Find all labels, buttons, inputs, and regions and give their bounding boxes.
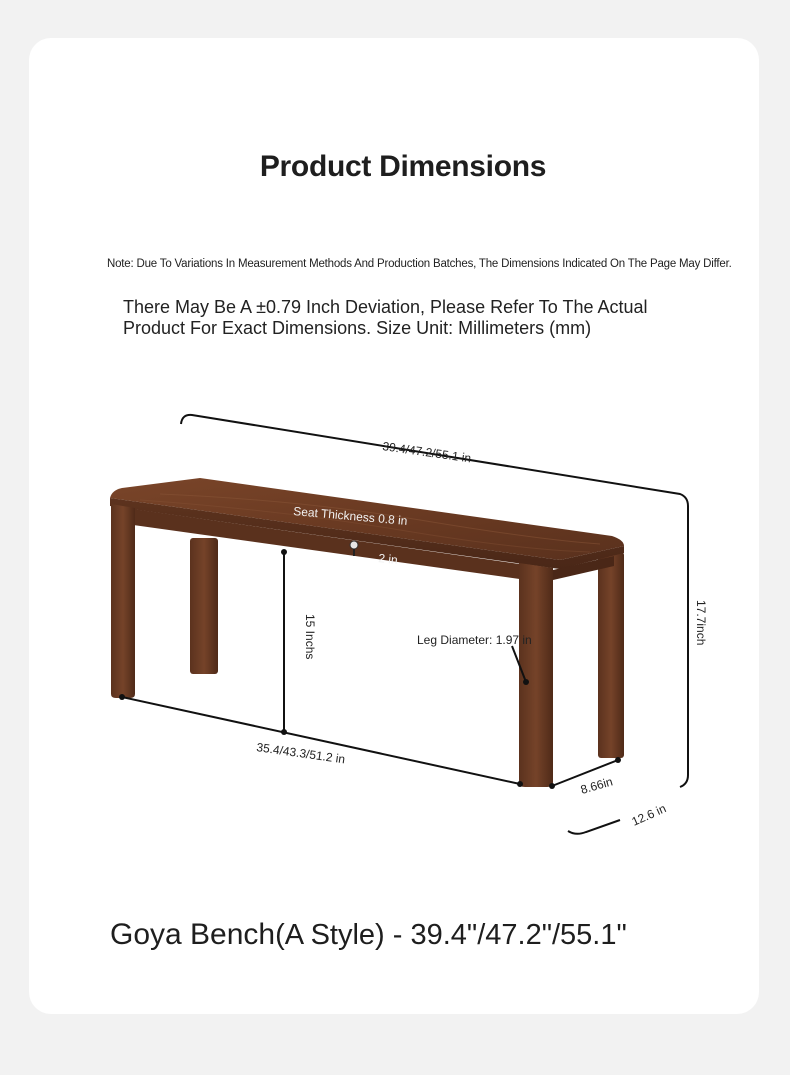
bench-front-left-leg: [111, 504, 135, 698]
dimension-dot: [549, 783, 555, 789]
product-name: Goya Bench: [110, 918, 276, 951]
overall-height-line: [680, 506, 688, 787]
leg-diameter-label: Leg Diameter: 1.97 in: [417, 633, 532, 647]
dimension-dot: [119, 694, 125, 700]
deviation-line-1: There May Be A ±0.79 Inch Deviation, Please Refer To The Actual: [123, 297, 648, 317]
overall-length-label: 39.4/47.2/55.1 in: [381, 439, 473, 466]
overall-depth-line: [568, 820, 620, 834]
deviation-line-2: Product For Exact Dimensions. Size Unit: Millimeters (mm): [123, 318, 592, 338]
overall-height-label: 17.7inch: [694, 600, 708, 646]
leg-height-label: 15 Inchs: [303, 614, 317, 660]
dimension-dot: [615, 757, 621, 763]
dimension-dot: [523, 679, 529, 685]
seat-thickness-marker: [350, 541, 358, 549]
bench-back-left-leg: [190, 538, 218, 674]
measurement-note: Note: Due To Variations In Measurement Methods And Production Batches, The Dimensions Indicated On The Page May Differ.: [107, 258, 732, 270]
product-title: [110, 918, 627, 952]
page-title: Product Dimensions: [259, 150, 547, 183]
inner-length-line: [122, 697, 520, 784]
dimension-dot: [517, 781, 523, 787]
product-style-sizes: (A Style) - 39.4"/47.2"/55.1": [275, 919, 627, 951]
overall-depth-label: 12.6 in: [629, 801, 669, 829]
dimension-dot: [281, 729, 287, 735]
seat-thickness-label: Seat Thickness 0.8 in: [292, 504, 409, 528]
dimension-dot: [281, 549, 287, 555]
apron-label: 2 in: [377, 551, 399, 568]
bench-back-right-leg: [598, 552, 624, 758]
inner-length-label: 35.4/43.3/51.2 in: [255, 740, 347, 767]
inner-depth-label: 8.66in: [578, 774, 615, 797]
